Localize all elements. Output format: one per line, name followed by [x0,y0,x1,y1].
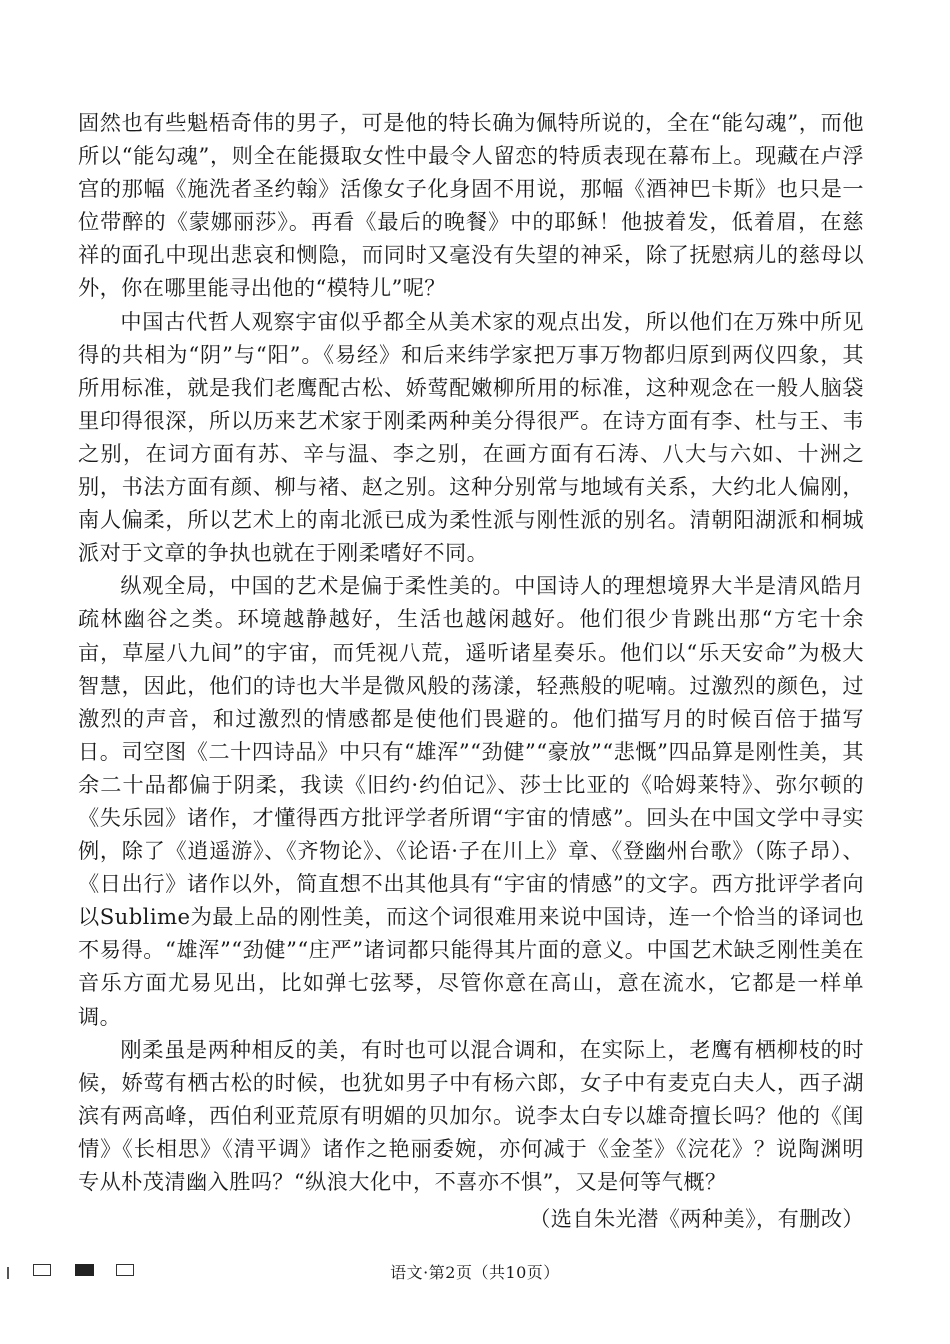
article-body [78,106,864,1235]
article-paragraph-2: 中国古代哲人观察宇宙似乎都全从美术家的观点出发，所以他们在万殊中所见得的共相为“阴”与“阳”。《易经》和后来纬学家把万事万物都归原到两仪四象，其所用标准，就是我们老鹰配古松、娇莺配嫩柳所用的标准，这种观念在一般人脑袋里印得很深，所以历来艺术家于刚柔两种美分得很严。在诗方面有李、杜与王、韦之别，在词方面有苏、辛与温、李之别，在画方面有石涛、八大与六如、十洲之别，书法方面有颜、柳与褚、赵之别。这种分别常与地域有关系，大约北人偏刚，南人偏柔，所以艺术上的南北派已成为柔性派与刚性派的别名。清朝阳湖派和桐城派对于文章的争执也就在于刚柔嗜好不同。 [78,308,864,566]
article-paragraph-3: 纵观全局，中国的艺术是偏于柔性美的。中国诗人的理想境界大半是清风皓月疏林幽谷之类。环境越静越好，生活也越闲越好。他们很少肯跳出那“方宅十余亩，草屋八九间”的宇宙，而凭视八荒，遥听诸星奏乐。他们以“乐天安命”为极大智慧，因此，他们的诗也大半是微风般的荡漾，轻燕般的呢喃。过激烈的颜色，过激烈的声音，和过激烈的情感都是使他们畏避的。他们描写月的时候百倍于描写日。司空图《二十四诗品》中只有“雄浑”“劲健”“豪放”“悲慨”四品算是刚性美，其余二十品都偏于阴柔，我读《旧约·约伯记》、莎士比亚的《哈姆莱特》、弥尔顿的《失乐园》诸作，才懂得西方批评学者所谓“宇宙的情感”。回头在中国文学中寻实例，除了《逍遥游》、《齐物论》、《论语·子在川上》章、《登幽州台歌》（陈子昂）、《日出行》诸作以外，简直想不出其他具有“宇宙的情感”的文字。西方批评学者向以Sublime为最上品的刚性美，而这个词很难用来说中国诗，连一个恰当的译词也不易得。“雄浑”“劲健”“庄严”诸词都只能得其片面的意义。中国艺术缺乏刚性美在音乐方面尤易见出，比如弹七弦琴，尽管你意在高山，意在流水，它都是一样单调。 [78,573,864,1029]
article-paragraph-1: 固然也有些魁梧奇伟的男子，可是他的特长确为佩特所说的，全在“能勾魂”，而他所以“能勾魂”，则全在能摄取女性中最令人留恋的特质表现在幕布上。现藏在卢浮宫的那幅《施洗者圣约翰》活像女子化身固不用说，那幅《酒神巴卡斯》也只是一位带醉的《蒙娜丽莎》。再看《最后的晚餐》中的耶稣！他披着发，低着眉，在慈祥的面孔中现出悲哀和恻隐，而同时又毫没有失望的神采，除了抚慰病儿的慈母以外，你在哪里能寻出他的“模特儿”呢？ [78,110,864,301]
article-paragraph-4: 刚柔虽是两种相反的美，有时也可以混合调和，在实际上，老鹰有栖柳枝的时候，娇莺有栖古松的时候，也犹如男子中有杨六郎，女子中有麦克白夫人，西子湖滨有两高峰，西伯利亚荒原有明媚的贝加尔。说李太白专以雄奇擅长吗？他的《闺情》《长相思》《清平调》诸作之艳丽委婉，亦何减于《金荃》《浣花》？说陶渊明专从朴茂清幽入胜吗？“纵浪大化中，不喜亦不惧”，又是何等气概？ [78,1036,864,1194]
article-source-citation: （选自朱光潜《两种美》，有删改） [529,1206,864,1232]
page-footer [0,1258,950,1288]
page-number: 语文·第2页（共10页） [390,1263,560,1282]
